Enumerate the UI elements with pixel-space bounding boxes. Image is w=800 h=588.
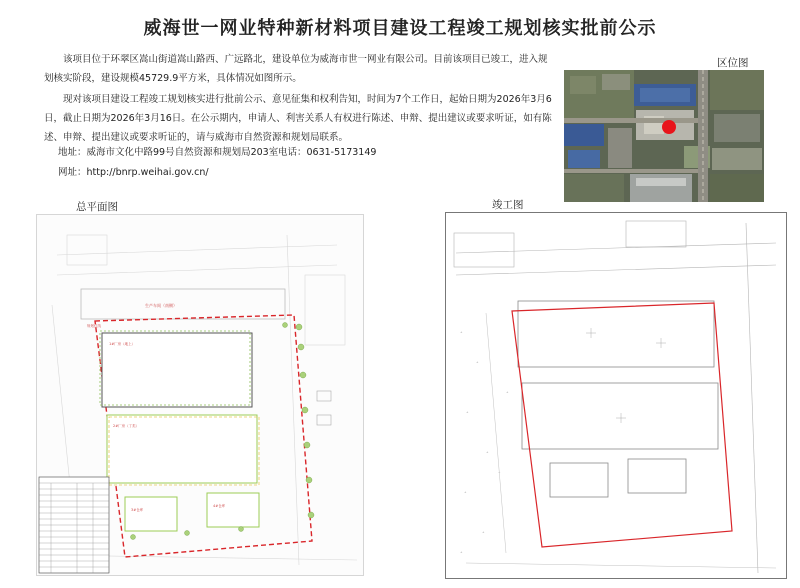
- as-built-drawing: [445, 212, 787, 579]
- project-location-marker: [662, 120, 676, 134]
- svg-text:+: +: [486, 450, 489, 454]
- svg-text:+: +: [466, 410, 469, 414]
- svg-text:+: +: [464, 490, 467, 494]
- svg-text:1#厂房（地上）: 1#厂房（地上）: [109, 342, 136, 346]
- site-plan-drawing: [36, 214, 364, 576]
- contact-phone: 电话：0631-5173149: [278, 147, 377, 158]
- publicity-notice: 现对该项目建设工程竣工规划核实进行批前公示、意见征集和权利告知，时间为7个工作日，起始日期为2026年3月6日，截止日期为2026年3月16日。在公示期内，申请人、利害关系人有权进行陈述、申辩、提出建议或要求听证，如有陈述、申辩、提出建议或要求听证的，请与威海市自然资源和规划局联系。: [44, 94, 552, 143]
- as-built-caption: 竣工图: [492, 199, 524, 211]
- svg-text:3#仓库: 3#仓库: [131, 508, 144, 512]
- svg-text:生产车间（南侧）: 生产车间（南侧）: [145, 303, 177, 308]
- as-built-image: [446, 213, 786, 578]
- location-map: [564, 70, 764, 202]
- project-description: 该项目位于环翠区嵩山街道嵩山路西、广远路北，建设单位为威海市世一网业有限公司。目前该项目已竣工，进入规划核实阶段，建设规模45729.9平方米，具体情况如图所示。: [44, 54, 548, 84]
- svg-text:4#仓库: 4#仓库: [213, 504, 226, 508]
- svg-text:+: +: [476, 360, 479, 364]
- location-map-caption: 区位图: [717, 57, 749, 69]
- svg-text:+: +: [498, 470, 501, 474]
- svg-text:+: +: [506, 390, 509, 394]
- site-plan-image: [37, 215, 363, 575]
- svg-text:2#厂房（丁类）: 2#厂房（丁类）: [113, 424, 140, 428]
- svg-text:+: +: [460, 330, 463, 334]
- contact-website[interactable]: 网址：http://bnrp.weihai.gov.cn/: [58, 167, 209, 178]
- page-title: 威海世一网业特种新材料项目建设工程竣工规划核实批前公示: [143, 18, 657, 39]
- contact-address: 地址：威海市文化中路99号自然资源和规划局203室: [58, 147, 279, 158]
- location-map-image: [564, 70, 764, 202]
- economic-indicators-table: [39, 477, 109, 573]
- site-plan-caption: 总平面图: [76, 201, 118, 213]
- svg-text:+: +: [460, 550, 463, 554]
- svg-text:规划红线: 规划红线: [87, 324, 101, 328]
- svg-text:+: +: [482, 530, 485, 534]
